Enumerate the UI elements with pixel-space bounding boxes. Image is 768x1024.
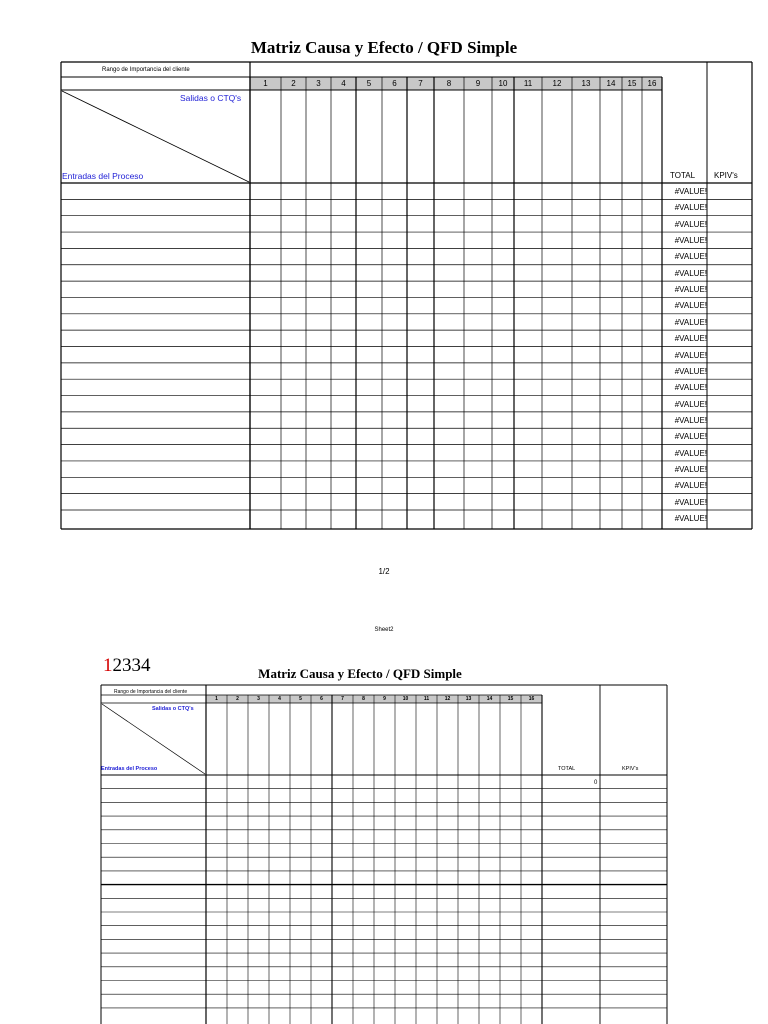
column-number: 13: [581, 79, 591, 88]
matrix-grid-2: [100, 684, 668, 1024]
total-cell: #VALUE!: [674, 219, 707, 229]
total-cell: #VALUE!: [674, 236, 707, 246]
sheet-label: Sheet2: [374, 627, 394, 633]
matrix-title-2: Matriz Causa y Efecto / QFD Simple: [258, 666, 462, 681]
kpiv-header-2: KPIV's: [622, 766, 639, 772]
total-cell: #VALUE!: [674, 497, 707, 507]
total-cell: #VALUE!: [674, 301, 707, 311]
matrix-title: Matriz Causa y Efecto / QFD Simple: [250, 38, 518, 57]
column-number: 5: [366, 79, 372, 88]
first-total-2: 0: [594, 780, 598, 786]
column-number: 4: [341, 79, 346, 88]
total-cell: #VALUE!: [674, 415, 707, 425]
total-cell: #VALUE!: [674, 432, 707, 442]
rank-label: Rango de Importancia del cliente: [102, 67, 190, 73]
cause-effect-matrix-2: [100, 684, 668, 1024]
total-cell: #VALUE!: [674, 203, 707, 213]
column-number: 2: [291, 79, 296, 88]
sheet-number: [103, 655, 151, 677]
outputs-label: Salidas o CTQ's: [180, 93, 242, 103]
column-number-2: 3: [257, 696, 260, 702]
column-number-2: 13: [465, 696, 472, 702]
cause-effect-matrix: [60, 61, 754, 530]
total-cell: #VALUE!: [674, 383, 707, 393]
total-cell: #VALUE!: [674, 187, 707, 196]
column-number: 3: [316, 79, 321, 88]
column-number: 16: [647, 79, 657, 88]
total-cell: #VALUE!: [674, 366, 707, 376]
column-number: 15: [627, 79, 637, 88]
column-number-2: 5: [299, 696, 302, 702]
column-number-2: 12: [444, 696, 451, 702]
column-number: 14: [606, 79, 616, 88]
sheet-number-red: 1: [103, 655, 113, 676]
column-number-2: 2: [236, 696, 239, 702]
column-number-2: 1: [215, 696, 218, 702]
page-number: 1/2: [378, 567, 390, 576]
diagonal-divider: [62, 91, 249, 182]
total-cell: #VALUE!: [674, 399, 707, 409]
total-cell: #VALUE!: [674, 317, 707, 327]
total-cell: #VALUE!: [674, 334, 707, 344]
total-cell: #VALUE!: [674, 268, 707, 278]
column-number-2: 7: [341, 696, 344, 702]
column-number-2: 14: [486, 696, 493, 702]
matrix-grid: [60, 61, 754, 530]
total-cell: #VALUE!: [674, 448, 707, 458]
column-number: 6: [392, 79, 397, 88]
kpiv-header: KPIV's: [714, 171, 738, 180]
rank-label-2: Rango de Importancia del cliente: [114, 689, 188, 695]
column-number: 8: [446, 79, 452, 88]
total-cell: #VALUE!: [674, 285, 707, 295]
column-number-2: 10: [402, 696, 409, 702]
column-number: 10: [498, 79, 508, 88]
total-cell: #VALUE!: [674, 481, 707, 491]
total-cell: #VALUE!: [674, 252, 707, 262]
column-number-2: 4: [278, 696, 281, 702]
column-number-2: 11: [423, 696, 430, 702]
column-number: 1: [263, 79, 268, 88]
column-number-2: 15: [507, 696, 514, 702]
sheet-number-rest: 2334: [112, 655, 151, 676]
inputs-label-2: Entradas del Proceso: [101, 766, 158, 772]
diagonal-divider-2: [102, 704, 205, 774]
total-cell: #VALUE!: [674, 464, 707, 474]
column-number-2: 9: [383, 696, 386, 702]
inputs-label: Entradas del Proceso: [62, 171, 144, 181]
total-header-2: TOTAL: [558, 766, 576, 772]
column-number: 7: [418, 79, 423, 88]
column-number: 11: [523, 79, 533, 88]
total-header: TOTAL: [670, 171, 696, 180]
total-cell: #VALUE!: [674, 514, 707, 523]
column-number-2: 16: [528, 696, 535, 702]
column-number: 12: [552, 79, 562, 88]
column-number-2: 6: [320, 696, 323, 702]
outputs-label-2: Salidas o CTQ's: [152, 706, 194, 712]
column-number: 9: [475, 79, 481, 88]
total-cell: #VALUE!: [674, 350, 707, 360]
column-number-2: 8: [362, 696, 365, 702]
